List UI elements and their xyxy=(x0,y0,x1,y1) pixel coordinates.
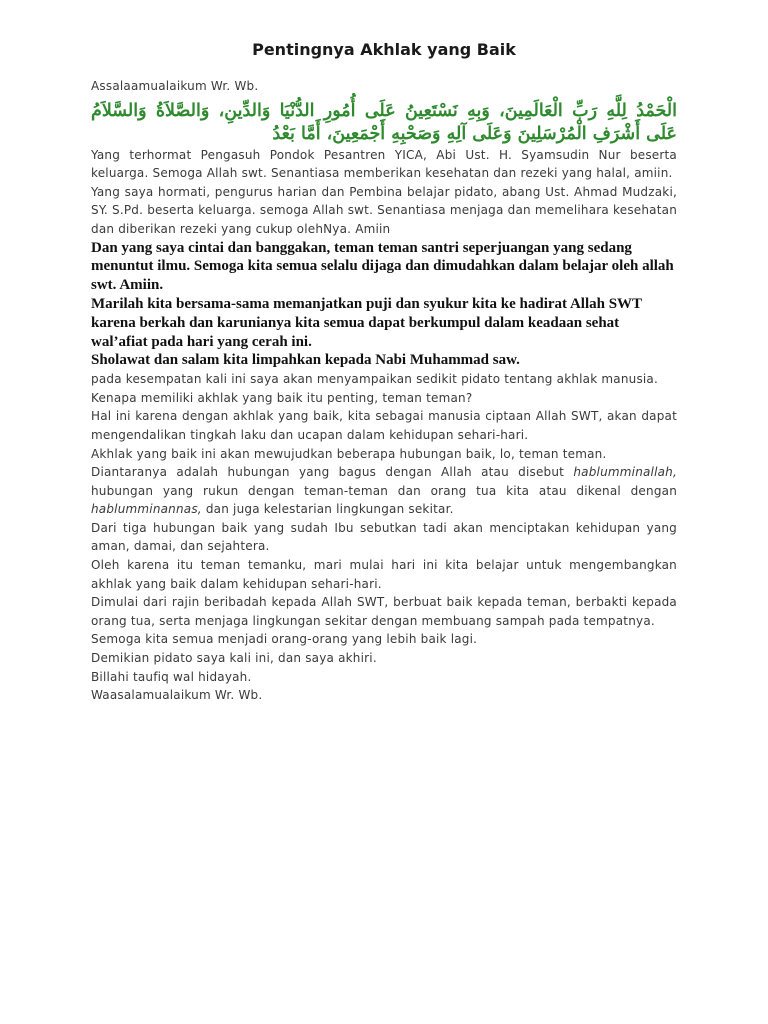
document-title: Pentingnya Akhlak yang Baik xyxy=(252,40,516,59)
paragraph-how-to-start: Dimulai dari rajin beribadah kepada Allah SWT, berbuat baik kepada teman, berbakti kepada orang tua, serta menjaga lingkungan sekitar dengan membuang sampah pada tempatnya. xyxy=(91,595,677,628)
paragraph-closing: Demikian pidato saya kali ini, dan saya akhiri. xyxy=(91,651,377,666)
paragraph-farewell: Waasalamualaikum Wr. Wb. xyxy=(91,688,263,703)
paragraph-hope: Semoga kita semua menjadi orang-orang yang lebih baik lagi. xyxy=(91,632,478,647)
text-segment: dan juga kelestarian lingkungan sekitar. xyxy=(201,502,454,517)
paragraph-beloved-friends: Dan yang saya cintai dan banggakan, teman teman santri seperjuangan yang sedang menuntut ilmu. Semoga kita semua selalu dijaga dan dimudahkan dalam belajar oleh allah swt. Amiin. xyxy=(91,239,674,294)
paragraph-respected-trainer: Yang saya hormati, pengurus harian dan Pembina belajar pidato, abang Ust. Ahmad Mudzaki, SY. S.Pd. beserta keluarga. semoga Allah swt. Senantiasa menjaga dan memelihara kesehatan dan diberikan rezeki yang cukup olehNya. Amiin xyxy=(91,184,677,236)
text-segment: hubungan yang rukun dengan teman-teman dan orang tua kita atau dikenal dengan xyxy=(91,483,677,498)
paragraph-three-relationships xyxy=(91,463,677,519)
paragraph-outcome: Dari tiga hubungan baik yang sudah Ibu sebutkan tadi akan menciptakan kehidupan yang aman, damai, dan sejahtera. xyxy=(91,520,677,554)
paragraph-gratitude: Marilah kita bersama-sama memanjatkan puji dan syukur kita ke hadirat Allah SWT karena berkah dan karunianya kita semua dapat berkumpul dalam keadaan sehat wal’afiat pada hari yang cerah ini. xyxy=(91,295,642,350)
document-page xyxy=(91,40,677,705)
paragraph-call-to-action: Oleh karena itu teman temanku, mari mulai hari ini kita belajar untuk mengembangkan akhlak yang baik dalam kehidupan sehari-hari. xyxy=(91,558,677,591)
paragraph-billahi: Billahi taufiq wal hidayah. xyxy=(91,669,252,684)
text-segment: Diantaranya adalah hubungan yang bagus dengan Allah atau disebut xyxy=(91,465,574,480)
paragraph-topic-intro: pada kesempatan kali ini saya akan menyampaikan sedikit pidato tentang akhlak manusia. xyxy=(91,372,659,387)
term-hablumminannas: hablumminannas, xyxy=(91,502,202,517)
term-hablumminallah: hablumminallah, xyxy=(573,465,677,480)
paragraph-question: Kenapa memiliki akhlak yang baik itu penting, teman teman? xyxy=(91,390,473,405)
paragraph-relationships: Akhlak yang baik ini akan mewujudkan beberapa hubungan baik, lo, teman teman. xyxy=(91,446,607,461)
paragraph-honored-host: Yang terhormat Pengasuh Pondok Pesantren YICA, Abi Ust. H. Syamsudin Nur beserta keluarga. Semoga Allah swt. Senantiasa memberikan kesehatan dan rezeki yang halal, amiin. xyxy=(91,147,677,181)
arabic-opening: الْحَمْدُ لِلَّهِ رَبِّ الْعَالَمِينَ، وَبِهِ نَسْتَعِينُ عَلَى أُمُورِ الدُّنْيَا وَالدِّينِ، وَالصَّلاَةُ وَالسَّلاَمُ عَلَى أَشْرَفِ الْمُرْسَلِينَ وَعَلَى آلِهِ وَصَحْبِهِ أَجْمَعِينَ، أَمَّا بَعْدُ xyxy=(91,100,677,144)
paragraph-reason: Hal ini karena dengan akhlak yang baik, kita sebagai manusia ciptaan Allah SWT, akan dapat mengendalikan tingkah laku dan ucapan dalam kehidupan sehari-hari. xyxy=(91,409,677,442)
greeting: Assalaamualaikum Wr. Wb. xyxy=(91,79,259,93)
paragraph-sholawat: Sholawat dan salam kita limpahkan kepada Nabi Muhammad saw. xyxy=(91,352,520,369)
